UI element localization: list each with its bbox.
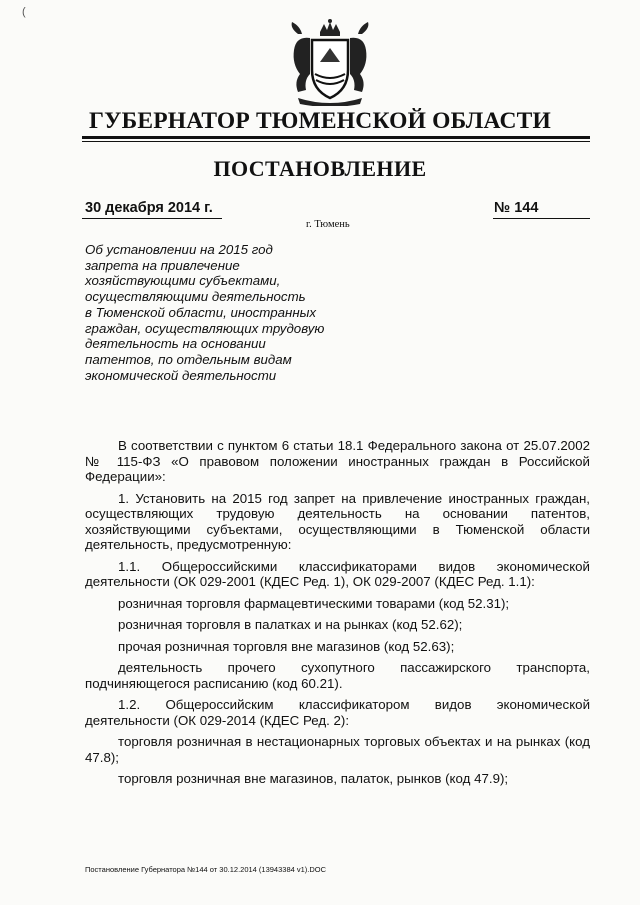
subject-line: осуществляющими деятельность <box>85 289 306 305</box>
document-city: г. Тюмень <box>306 219 350 230</box>
subject-line: деятельность на основании <box>85 336 266 352</box>
document-type-title: ПОСТАНОВЛЕНИЕ <box>213 156 427 181</box>
document-subject <box>85 242 385 383</box>
subject-line: граждан, осуществляющих трудовую <box>85 320 325 336</box>
document-number: № 144 <box>494 200 539 216</box>
item-1-1-paragraph: 1.1. Общероссийскими классификаторами видов экономической деятельности (ОК 029-2001 (КДЕС Ред. 1), ОК 029-2007 (КДЕС Ред. 1.1): <box>85 558 590 589</box>
header-rule-thin <box>82 141 590 142</box>
document-footer: Постановление Губернатора №144 от 30.12.2014 (13943384 v1).DOC <box>85 865 327 874</box>
issuing-authority: ГУБЕРНАТОР ТЮМЕНСКОЙ ОБЛАСТИ <box>88 108 551 134</box>
coat-of-arms-emblem <box>284 18 376 106</box>
subject-line: хозяйствующими субъектами, <box>85 273 281 289</box>
document-date: 30 декабря 2014 г. <box>85 200 213 216</box>
activity-scheduled-land-transport: деятельность прочего сухопутного пассажирского транспорта, подчиняющегося расписанию (код 60.21). <box>85 660 590 691</box>
subject-line: Об установлении на 2015 год <box>85 242 273 257</box>
subject-line: экономической деятельности <box>85 367 277 383</box>
preamble-paragraph: В соответствии с пунктом 6 статьи 18.1 Федерального закона от 25.07.2002 № 115-ФЗ «О правовом положении иностранных граждан в Российской Федерации»: <box>85 438 590 484</box>
item-1-paragraph: 1. Установить на 2015 год запрет на привлечение иностранных граждан, осуществляющих трудовую деятельность на основании патентов, хозяйствующими субъектами, осуществляющими в Тюменской области деятельность, предусмотренную: <box>85 490 590 552</box>
activity-other-nonstore-retail: прочая розничная торговля вне магазинов (код 52.63); <box>118 638 455 654</box>
header-rule-thick <box>82 136 590 139</box>
number-underline <box>493 218 590 219</box>
document-body <box>85 438 590 793</box>
subject-line: запрета на привлечение <box>85 257 240 273</box>
activity-kiosk-market-retail: розничная торговля в палатках и на рынках (код 52.62); <box>118 617 463 632</box>
date-underline <box>82 218 222 219</box>
activity-pharma-retail: розничная торговля фармацевтическими товарами (код 52.31); <box>118 595 510 611</box>
subject-line: патентов, по отдельным видам <box>85 351 292 367</box>
item-1-2-paragraph: 1.2. Общероссийским классификатором видов экономической деятельности (ОК 029-2014 (КДЕС Ред. 2): <box>85 697 590 728</box>
activity-nonstore-retail: торговля розничная вне магазинов, палаток, рынков (код 47.9); <box>118 771 509 786</box>
margin-mark: ( <box>22 6 26 18</box>
activity-nonstationary-retail: торговля розничная в нестационарных торговых объектах и на рынках (код 47.8); <box>85 734 590 765</box>
subject-line: в Тюменской области, иностранных <box>85 304 317 320</box>
